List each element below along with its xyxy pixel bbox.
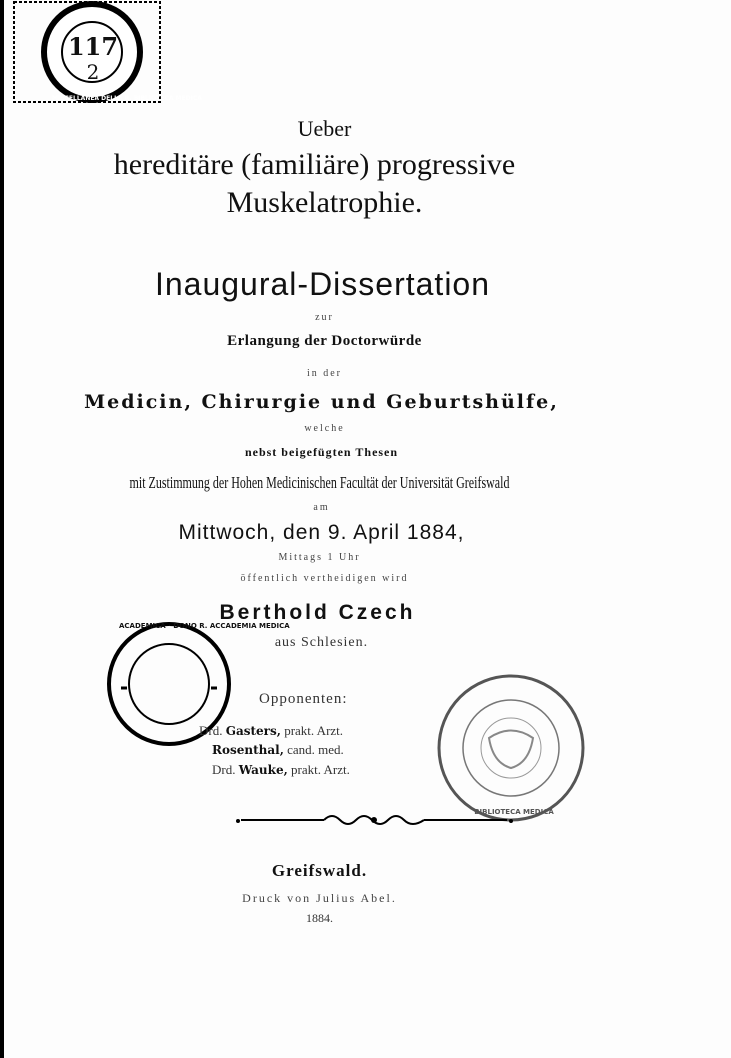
opponent-row	[199, 723, 459, 739]
opponent-row	[212, 762, 472, 778]
opponent-name: Rosenthal,	[212, 743, 284, 757]
text-nebst: nebst beigefügten Thesen	[244, 445, 399, 459]
divider-dot-left	[236, 819, 240, 823]
title-ueber: Ueber	[297, 116, 352, 141]
text-zustimmung: mit Zustimmung der Hohen Medicinischen Facultät der Universität Greifswald	[129, 472, 510, 493]
stamp-subnumber: 2	[86, 60, 100, 84]
ornamental-divider	[239, 808, 509, 832]
divider-graphic	[239, 808, 509, 832]
dissertation-heading: Inaugural-Dissertation	[154, 266, 491, 302]
text-fields: Medicin, Chirurgie und Geburtshülfe,	[84, 391, 559, 413]
imprint-city: Greifswald.	[271, 861, 368, 880]
text-erlangung: Erlangung der Doctorwürde	[227, 333, 422, 349]
opponents-heading: Opponenten:	[259, 691, 348, 707]
imprint-year: 1884.	[306, 911, 333, 925]
opponent-prefix: Drd.	[199, 723, 223, 738]
text-in-der: in der	[306, 368, 343, 379]
opponent-role: prakt. Arzt.	[291, 762, 350, 777]
academy-stamp-text: ACADEMICA · DONO R. ACCADEMIA MEDICA	[119, 622, 290, 630]
opponent-name: Wauke,	[238, 763, 288, 777]
text-time: Mittags 1 Uhr	[278, 552, 361, 563]
opponent-role: cand. med.	[287, 742, 344, 757]
library-stamp-top	[12, 0, 202, 110]
opponent-name: Gasters,	[225, 724, 281, 738]
author-origin: aus Schlesien.	[274, 635, 369, 650]
title-muskelatrophie: Muskelatrophie.	[226, 186, 423, 219]
stamp-number: 117	[67, 32, 119, 61]
divider-dot-right	[509, 819, 513, 823]
opponent-row	[212, 742, 472, 758]
text-zur: zur	[315, 312, 334, 323]
opponent-role: prakt. Arzt.	[284, 723, 344, 738]
text-date: Mittwoch, den 9. April 1884,	[178, 521, 465, 544]
stamp-ring-text: MISCELLANEA DELLA R. BIBLIOTECA MEDICA	[52, 95, 202, 102]
author-name: Berthold Czech	[219, 601, 416, 624]
text-oeffentlich: öffentlich vertheidigen wird	[240, 573, 409, 584]
text-am: am	[313, 502, 330, 513]
library-stamp-right-text: BIBLIOTECA MEDICA	[474, 808, 554, 816]
imprint-printer: Druck von Julius Abel.	[242, 891, 397, 905]
title-main: hereditäre (familiäre) progressive	[113, 148, 516, 181]
text-welche: welche	[304, 423, 345, 434]
opponent-prefix: Drd.	[212, 762, 236, 777]
